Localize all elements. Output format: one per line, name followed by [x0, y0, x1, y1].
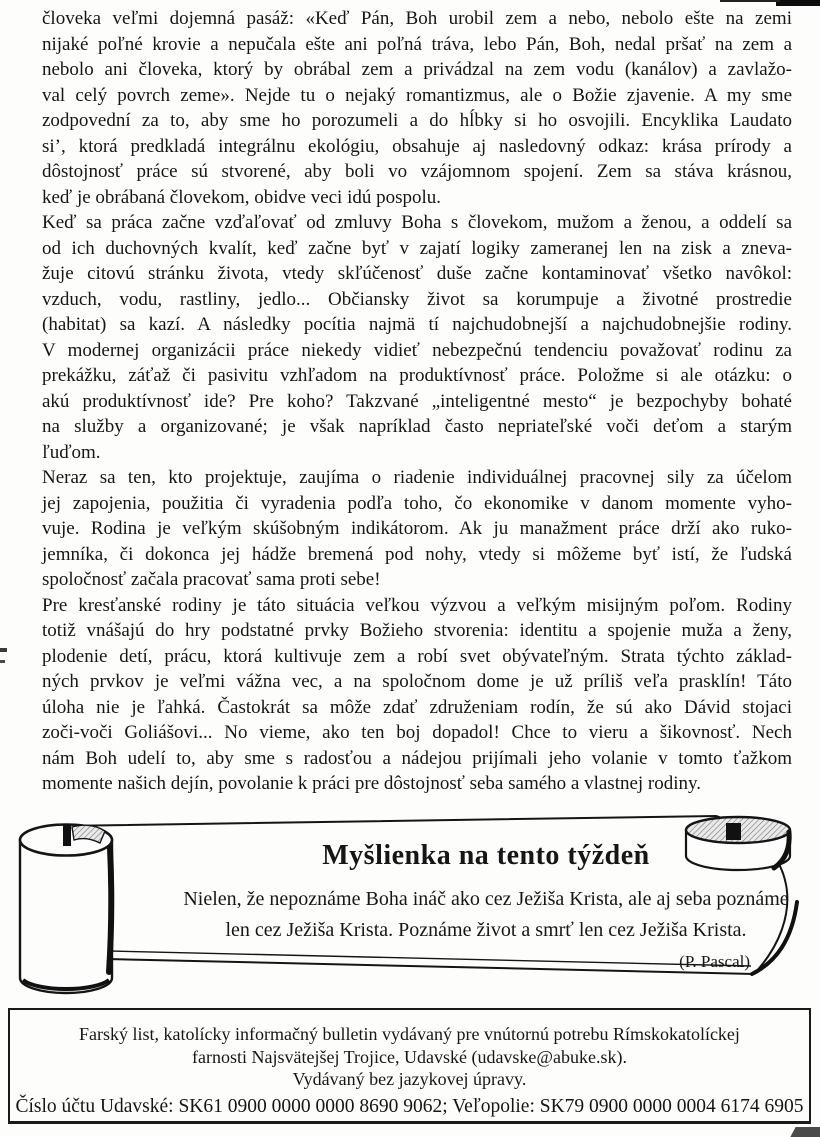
text-line: (habitat) sa kazí. A následky pocítia najmä tí najchudobnejší a najchudobnejšie rodiny.: [42, 314, 792, 335]
text-line: keď je obrábaná človekom, obidve veci idú pospolu.: [42, 186, 442, 208]
scan-artifact-left-tick: [0, 660, 5, 663]
banner-quote: [180, 884, 792, 946]
text-line: totiž vnášajú do hry podstatné prvky Božieho stvorenia: identitu a spojenie muža a ženy,: [42, 620, 792, 641]
imprint-text: [10, 1010, 809, 1091]
text-line: úloha nie je ľahká. Častokrát sa môže zdať združeniam rodín, že sú ako Dávid stojaci: [42, 696, 792, 718]
scan-artifact-top-right-thin: [720, 0, 780, 2]
text-line: si’, ktorá predkladá integrálnu ekológiu, obsahuje aj nasledovný odkaz: krása prírody a: [42, 135, 792, 157]
text-line: plodenie detí, prácu, ktorá kultivuje zem a robí svet obývateľným. Strata týchto základ-: [42, 645, 792, 667]
text-line: val celý povrch zeme». Nejde tu o nejaký romantizmus, ale o Božie zjavenie. A my sme: [42, 84, 792, 106]
quote-attribution: (P. Pascal): [679, 952, 750, 971]
paragraph: [42, 465, 792, 593]
text-line: nijaké poľné krovie a nepučala ešte ani poľná tráva, lebo Pán, Boh, nedal pršať na zem a: [42, 33, 792, 55]
thought-of-the-week-banner: [10, 810, 810, 1010]
text-line: jej zapojenia, použitia či vyradenia podľa toho, čo ekonomike v danom momente vyho-: [42, 492, 792, 514]
scan-artifact-left-tick: [0, 648, 7, 652]
text-line: žuje citovú stránku života, vtedy skľúčenosť duše začne kontaminovať všetko navôkol:: [42, 263, 792, 284]
text-line: Pre kresťanské rodiny je táto situácia veľkou výzvou a veľkým misijným poľom. Rodiny: [42, 594, 792, 616]
imprint-box: [8, 1008, 811, 1124]
quote-line: len cez Ježiša Krista. Poznáme život a smrť len cez Ježiša Krista.: [225, 919, 747, 941]
text-line: jemníka, či dokonca jej hádže bremená pod nohy, vtedy si môžeme byť istí, že ľudská: [42, 543, 792, 565]
imprint-line: farnosti Najsvätejšej Trojice, Udavské (udavske@abuke.sk).: [192, 1046, 627, 1067]
text-line: vuje. Rodina je veľkým skúšobným indikátorom. Ak ju manažment práce drží ako ruko-: [42, 518, 792, 539]
text-line: spoločnosť začala pracovať sama proti sebe!: [42, 569, 381, 590]
paragraph: [42, 593, 792, 797]
imprint-line: Vydávaný bez jazykovej úpravy.: [292, 1069, 527, 1089]
text-line: zodpovední za to, aby sme ho porozumeli a do hĺbky si ho osvojili. Encyklika Laudato: [42, 110, 792, 131]
banner-title: Myšlienka na tento týždeň: [322, 840, 650, 871]
text-line: dôstojnosť práce sú stvorené, aby boli vo vzájomnom spojení. Zem sa stáva krásnou,: [42, 161, 792, 182]
text-line: Neraz sa ten, kto projektuje, zaujíma o riadenie individuálnej pracovnej sily za účelom: [42, 467, 792, 488]
text-line: ných prvkov je veľmi vážna vec, a na spoločnom dome je už príliš veľa prasklín! Táto: [42, 671, 792, 692]
text-line: človeka veľmi dojemná pasáž: «Keď Pán, Boh urobil zem a nebo, nebolo ešte na zemi: [42, 8, 792, 29]
text-line: ľuďom.: [42, 441, 101, 463]
scan-artifact-bottom-right: [790, 1127, 820, 1137]
text-line: nebolo ani človeka, ktorý by obrábal zem a privádzal na zem vodu (kanálov) a zavlažo-: [42, 59, 792, 80]
scroll-text-block: [180, 840, 792, 972]
text-line: Keď sa práca začne vzďaľovať od zmluvy Boha s človekom, mužom a ženou, a oddelí sa: [42, 212, 792, 233]
text-line: zoči-voči Goliášovi... No vieme, ako ten boj dopadol! Chce to vieru a šikovnosť. Nech: [42, 722, 792, 743]
text-line: momente našich dejín, povolanie k práci pre dôstojnosť seba samého a vlastnej rodiny.: [42, 773, 702, 794]
text-line: na služby a organizované; je však napríklad často nepriateľské voči deťom a starým: [42, 416, 792, 437]
imprint-line: Farský list, katolícky informačný bulletin vydávaný pre vnútornú potrebu Rímskokatolíckej: [79, 1024, 740, 1044]
text-line: od ich duchovných kvalít, keď začne byť v zajatí logiky zameranej len na zisk a zneva-: [42, 237, 792, 259]
text-line: akú produktívnosť ide? Pre koho? Takzvané „inteligentné mesto“ je bezpochyby bohaté: [42, 390, 792, 412]
article-text: [42, 6, 792, 797]
bank-account-line: Číslo účtu Udavské: SK61 0900 0000 0000 8690 9062; Veľopolie: SK79 0900 0000 0004 6174 6905: [15, 1095, 804, 1117]
text-line: prekážku, záťaž či pasivitu vzhľadom na produktívnosť práce. Položme si ale otázku: o: [42, 365, 792, 386]
paragraph: [42, 210, 792, 465]
text-line: vzduch, vodu, rastliny, jedlo... Občiansky život sa korumpuje a životné prostredie: [42, 288, 792, 310]
text-line: V modernej organizácii práce niekedy vidieť nebezpečnú tendenciu považovať rodinu za: [42, 339, 792, 361]
quote-line: Nielen, že nepoznáme Boha ináč ako cez Ježiša Krista, ale aj seba poznáme: [183, 888, 789, 910]
paragraph: [42, 6, 792, 210]
text-line: nám Boh udelí to, aby sme s radosťou a nádejou prijímali jeho volanie v tomto ťažkom: [42, 747, 792, 769]
